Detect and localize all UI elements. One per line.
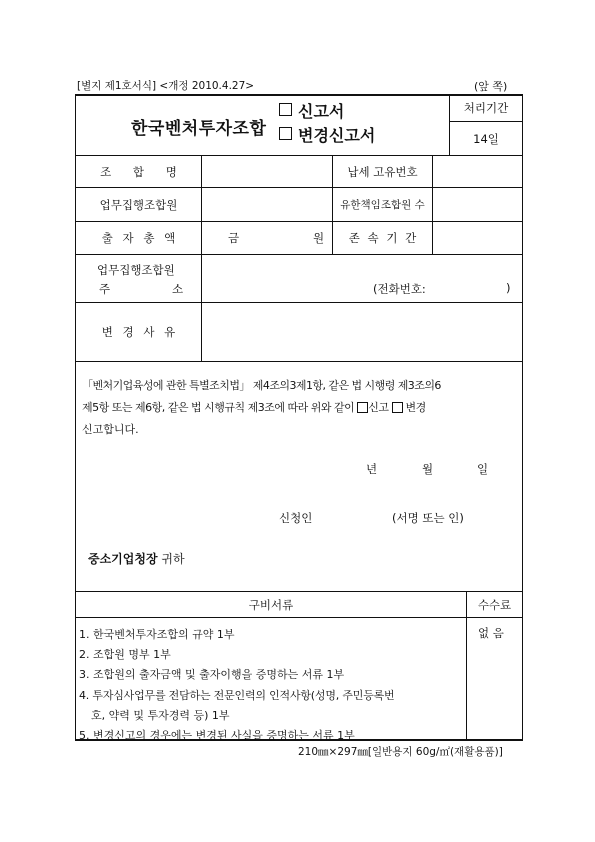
- address-label-line2a: 주: [99, 282, 111, 296]
- processing-period-value: 14일: [473, 131, 499, 146]
- table-right-border: [522, 94, 523, 740]
- col-divider: [432, 155, 433, 254]
- phone-close: ): [506, 281, 511, 295]
- duration-field[interactable]: [434, 222, 522, 254]
- change-reason-label: 변 경 사 유: [101, 325, 176, 339]
- list-item: 1. 한국벤처투자조합의 규약 1부: [79, 628, 235, 641]
- checkbox-change[interactable]: [279, 127, 292, 140]
- declaration-text: [82, 375, 518, 441]
- amount-suffix: 원: [313, 231, 325, 245]
- col-divider: [201, 155, 202, 361]
- date-year: 년: [366, 462, 378, 476]
- declaration-line2: [82, 397, 518, 419]
- change-reason-field[interactable]: [203, 303, 521, 361]
- declaration-line2-text: 제5항 또는 제6항, 같은 법 시행규칙 제3조에 따라 위와 같이: [82, 401, 355, 414]
- tax-id-label: 납세 고유번호: [347, 164, 418, 179]
- checkbox-report-inline[interactable]: [357, 402, 368, 413]
- date-month: 월: [422, 462, 434, 476]
- required-documents-header: 구비서류: [248, 597, 294, 612]
- option-change[interactable]: [279, 123, 375, 145]
- row-divider: [75, 254, 523, 255]
- applicant-label: 신청인: [279, 511, 313, 525]
- checkbox-change-inline[interactable]: [392, 402, 403, 413]
- option-change-label: 변경신고서: [298, 125, 376, 145]
- duration-label: 존 속 기 간: [348, 231, 417, 245]
- row-divider: [75, 361, 523, 362]
- option-report-label: 신고서: [298, 101, 345, 121]
- page-side-label: (앞 쪽): [474, 80, 508, 93]
- address-label-line2b: 소: [172, 282, 184, 296]
- amount-prefix: 금: [228, 231, 240, 245]
- form-number: [별지 제1호서식] <개정 2010.4.27>: [77, 80, 255, 92]
- paper-spec-footer: 210㎜×297㎜[일반용지 60g/㎡(재활용품)]: [298, 746, 503, 758]
- union-name-label: 조 합 명: [100, 164, 177, 179]
- general-partner-field[interactable]: [203, 188, 331, 221]
- inline-report-label: 신고: [368, 401, 389, 414]
- recipient-name: 중소기업청장: [88, 552, 158, 566]
- list-item: 3. 조합원의 출자금액 및 출자이행을 증명하는 서류 1부: [79, 668, 345, 682]
- form-title-main: 한국벤처투자조합: [131, 118, 267, 139]
- row-divider: [75, 617, 523, 618]
- union-name-field[interactable]: [203, 156, 331, 187]
- list-item: 2. 조합원 명부 1부: [79, 648, 171, 662]
- list-item: 호, 약력 및 투자경력 등) 1부: [91, 708, 230, 722]
- declaration-line1: 「벤처기업육성에 관한 특별조치법」 제4조의3제1항, 같은 법 시행령 제3조의6: [82, 379, 441, 392]
- checkbox-report[interactable]: [279, 103, 292, 116]
- fee-header: 수수료: [477, 597, 512, 612]
- general-partner-label: 업무집행조합원: [99, 197, 178, 212]
- form-title: [131, 108, 266, 144]
- signature-label: (서명 또는 인): [392, 511, 464, 525]
- limited-partner-count-label: 유한책임조합원 수: [340, 199, 425, 211]
- required-documents-list: [79, 625, 463, 746]
- total-contribution-label: 출 자 총 액: [101, 231, 176, 245]
- limited-partner-count-field[interactable]: [434, 188, 522, 221]
- recipient-suffix: 귀하: [161, 552, 185, 566]
- option-report[interactable]: [279, 99, 344, 121]
- declaration-line3: 신고합니다.: [82, 423, 139, 436]
- processing-period-label: 처리기간: [463, 101, 509, 115]
- recipient: [88, 550, 185, 567]
- tax-id-field[interactable]: [434, 156, 522, 187]
- list-item: 5. 변경신고의 경우에는 변경된 사실을 증명하는 서류 1부: [79, 729, 355, 743]
- fee-value: 없 음: [478, 626, 504, 640]
- inline-change-label: 변경: [405, 401, 426, 414]
- phone-label: (전화번호:: [373, 282, 426, 296]
- list-item: 4. 투자심사업무를 전담하는 전문인력의 인적사항(성명, 주민등록번: [79, 688, 395, 702]
- date-day: 일: [477, 462, 489, 476]
- address-label-line1: 업무집행조합원: [97, 263, 175, 277]
